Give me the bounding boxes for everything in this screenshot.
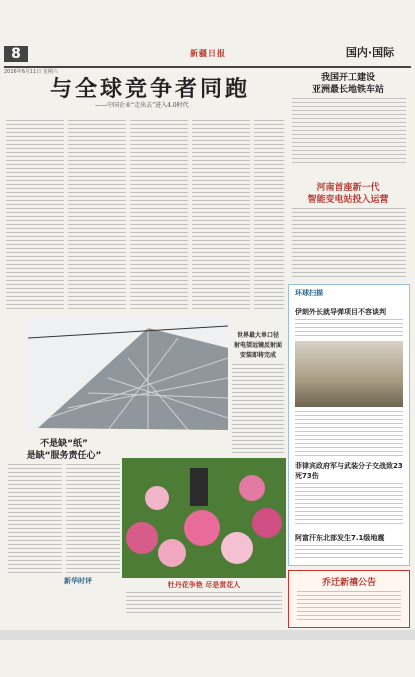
dateline: 2016年6月11日 星期六 bbox=[4, 69, 58, 75]
ad-title: 乔迁新禧公告 bbox=[321, 578, 376, 588]
telescope-caption-line-1: 世界最大单口径 bbox=[236, 332, 279, 339]
world-text-3 bbox=[295, 483, 403, 527]
header-rule bbox=[4, 66, 411, 68]
relocation-ad bbox=[288, 570, 410, 628]
world-headline-2: 菲律宾政府军与武装分子交战致23死73伤 bbox=[295, 462, 403, 480]
world-headline-3: 阿富汗东北部发生7.1级地震 bbox=[295, 534, 385, 542]
commentary-headline-1: 不是缺“纸” bbox=[40, 439, 88, 449]
world-headline-1: 伊朗外长就导弹项目不容谈判 bbox=[295, 308, 386, 316]
section-title: 国内·国际 bbox=[345, 46, 395, 59]
ad-text bbox=[297, 591, 401, 621]
page-number: 8 bbox=[4, 46, 28, 62]
lead-headline: 与全球竞争者同跑 bbox=[50, 77, 251, 102]
peony-photo bbox=[122, 458, 286, 578]
right-headline-1-line-1: 我国开工建设 bbox=[320, 73, 375, 83]
peony-illustration bbox=[122, 458, 286, 578]
world-text-2 bbox=[295, 411, 403, 457]
right-headline-2-line-1: 河南首座新一代 bbox=[316, 183, 380, 193]
world-scan-title: 环球扫描 bbox=[295, 289, 323, 297]
footer-bar bbox=[0, 630, 415, 640]
lead-text-col-3 bbox=[130, 120, 188, 310]
telescope-caption-line-3: 安装即将完成 bbox=[239, 352, 276, 359]
commentary-text-col-2 bbox=[66, 464, 120, 574]
commentary-headline-2: 是缺“服务责任心” bbox=[26, 451, 102, 461]
telescope-photo bbox=[28, 318, 228, 430]
peony-caption: 牡丹花争艳 尽是赏花人 bbox=[167, 581, 241, 589]
lead-text-col-2 bbox=[68, 120, 126, 310]
telescope-caption-line-2: 射电望远镜反射面 bbox=[233, 342, 282, 349]
lead-text-col-1 bbox=[6, 120, 64, 310]
telescope-illustration bbox=[28, 318, 228, 430]
lead-text-col-5 bbox=[254, 120, 284, 310]
commentary-text-col-1 bbox=[8, 464, 62, 574]
telescope-caption-text bbox=[232, 364, 284, 454]
world-text-1 bbox=[295, 319, 403, 337]
world-scan-box bbox=[288, 284, 410, 566]
crowd-photo bbox=[295, 341, 403, 407]
right-story-1-text bbox=[292, 98, 406, 166]
peony-caption-text bbox=[126, 592, 282, 614]
lead-subhead: ——中国企业“走出去”进入4.0时代 bbox=[95, 102, 189, 109]
commentary-column-title: 新华时评 bbox=[64, 577, 92, 585]
right-headline-1-line-2: 亚洲最长地铁车站 bbox=[311, 85, 384, 95]
right-story-2-text bbox=[292, 208, 406, 278]
masthead: 新疆日报 bbox=[190, 49, 226, 58]
lead-text-col-4 bbox=[192, 120, 250, 310]
world-text-4 bbox=[295, 545, 403, 561]
right-headline-2-line-2: 智能变电站投入运营 bbox=[307, 195, 389, 205]
